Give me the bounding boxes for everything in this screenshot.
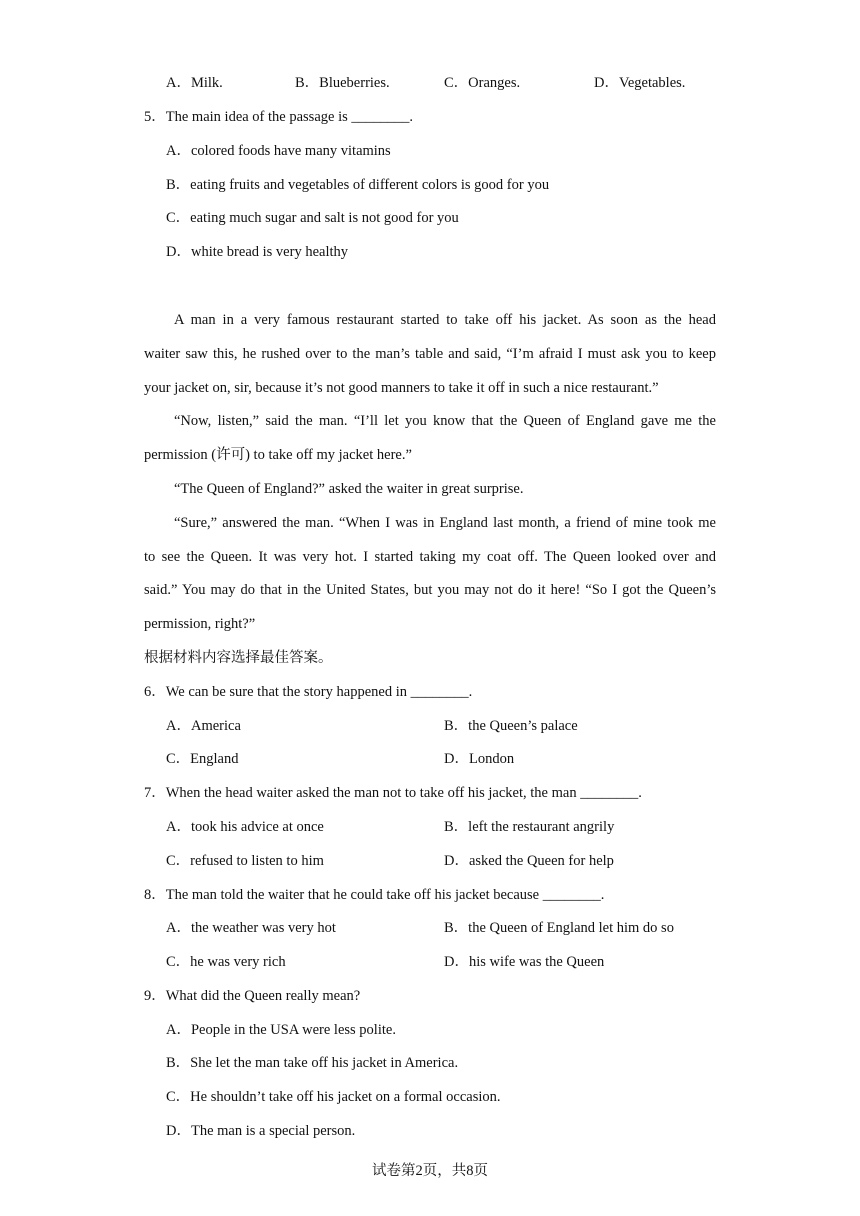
page-footer: 试卷第2页，共8页: [372, 1163, 488, 1179]
q4-option-b: B．Blueberries.: [295, 75, 390, 91]
q7-option-d: D．asked the Queen for help: [444, 853, 614, 869]
instruction: 根据材料内容选择最佳答案。: [144, 650, 333, 666]
passage-line: waiter saw this, he rushed over to the man’s table and said, “I’m afraid I must ask you to keep: [144, 346, 716, 362]
q4-option-a: A．Milk.: [166, 75, 223, 91]
q8-option-c: C．he was very rich: [166, 954, 286, 970]
q8-option-a: A．the weather was very hot: [166, 920, 336, 936]
q4-option-d: D．Vegetables.: [594, 75, 686, 91]
passage-line: permission (许可) to take off my jacket here.”: [144, 447, 412, 463]
q9-option-d: D．The man is a special person.: [166, 1123, 356, 1139]
q7-option-c: C．refused to listen to him: [166, 853, 324, 869]
passage-line: said.” You may do that in the United States, but you may not do it here! “So I got the Queen’s: [144, 582, 716, 598]
q6-option-a: A．America: [166, 718, 241, 734]
passage-line: “The Queen of England?” asked the waiter in great surprise.: [174, 481, 524, 497]
q9-option-b: B．She let the man take off his jacket in America.: [166, 1055, 459, 1071]
q8-option-b: B．the Queen of England let him do so: [444, 920, 674, 936]
q5-option-a: A．colored foods have many vitamins: [166, 143, 391, 159]
q5-option-b: B．eating fruits and vegetables of different colors is good for you: [166, 177, 550, 193]
q5-option-d: D．white bread is very healthy: [166, 244, 349, 260]
q6-stem: 6．We can be sure that the story happened in ________.: [144, 684, 473, 700]
q7-stem: 7．When the head waiter asked the man not to take off his jacket, the man ________.: [144, 785, 642, 801]
q6-option-d: D．London: [444, 751, 515, 767]
passage-line: “Sure,” answered the man. “When I was in England last month, a friend of mine took me: [174, 515, 716, 531]
q5-stem: 5．The main idea of the passage is ________.: [144, 109, 413, 125]
q6-option-c: C．England: [166, 751, 239, 767]
passage-line: your jacket on, sir, because it’s not good manners to take it off in such a nice restaurant.”: [144, 380, 659, 396]
passage-line: to see the Queen. It was very hot. I started taking my coat off. The Queen looked over and: [144, 549, 716, 565]
q8-option-d: D．his wife was the Queen: [444, 954, 605, 970]
q7-option-a: A．took his advice at once: [166, 819, 324, 835]
q5-option-c: C．eating much sugar and salt is not good for you: [166, 210, 459, 226]
q7-option-b: B．left the restaurant angrily: [444, 819, 615, 835]
passage-line: permission, right?”: [144, 616, 256, 632]
q9-option-c: C．He shouldn’t take off his jacket on a formal occasion.: [166, 1089, 501, 1105]
q9-stem: 9．What did the Queen really mean?: [144, 988, 361, 1004]
q4-option-c: C．Oranges.: [444, 75, 521, 91]
passage-line: A man in a very famous restaurant started to take off his jacket. As soon as the head: [174, 312, 716, 328]
q9-option-a: A．People in the USA were less polite.: [166, 1022, 396, 1038]
q6-option-b: B．the Queen’s palace: [444, 718, 578, 734]
q8-stem: 8．The man told the waiter that he could take off his jacket because ________.: [144, 887, 605, 903]
passage-line: “Now, listen,” said the man. “I’ll let you know that the Queen of England gave me the: [174, 413, 716, 429]
